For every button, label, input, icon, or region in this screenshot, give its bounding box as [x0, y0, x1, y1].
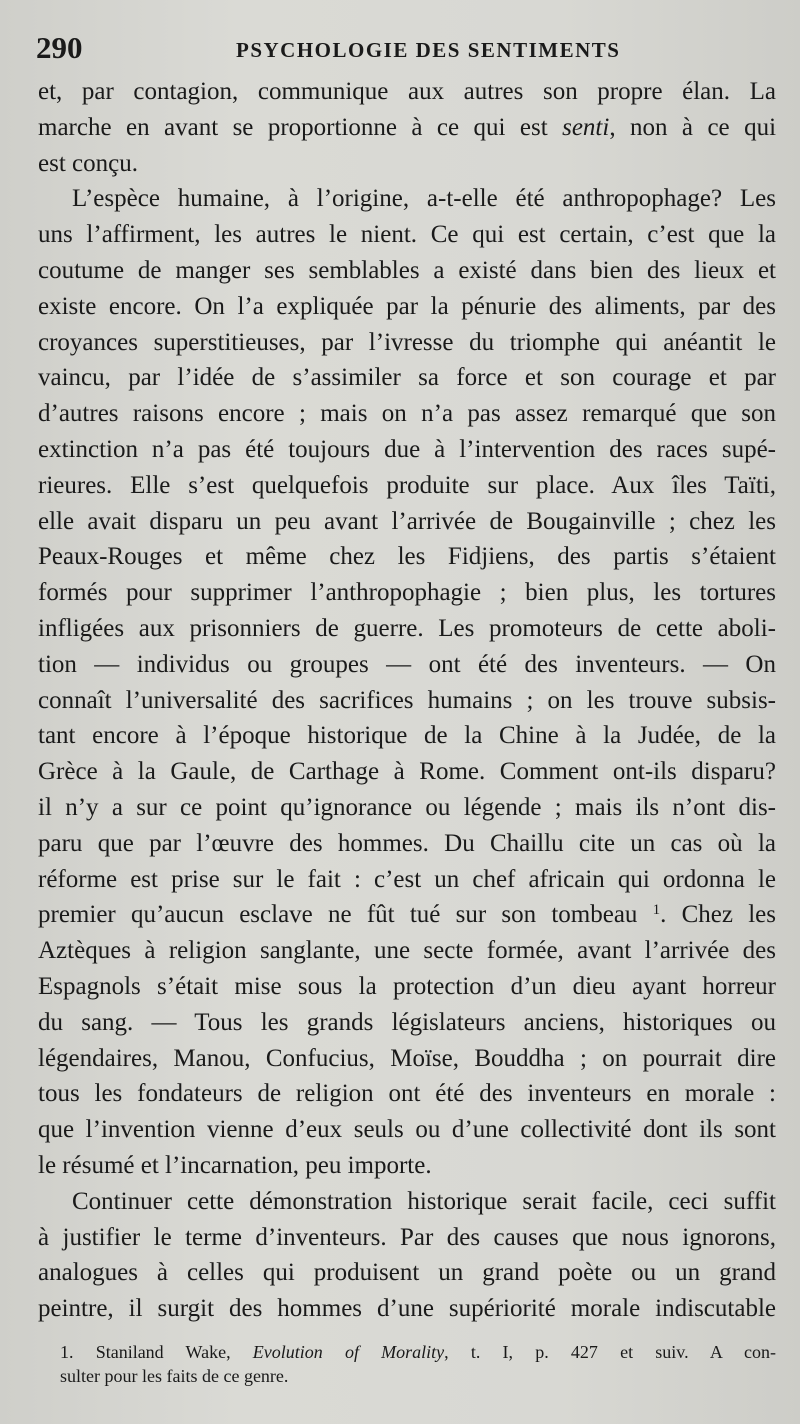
text-line: peintre, il surgit des hommes d’une supériorité morale indiscutable [38, 1295, 776, 1323]
text-line: le résumé et l’incarnation, peu importe. [38, 1151, 432, 1179]
text-line: légendaires, Manou, Confucius, Moïse, Bouddha ; on pourrait dire [38, 1044, 776, 1072]
emphasis: senti [562, 113, 610, 141]
text-line: existe encore. On l’a expliquée par la pénurie des aliments, par des [38, 292, 776, 320]
page-number: 290 [36, 30, 83, 65]
text-line: est conçu. [38, 149, 138, 177]
text-line: extinction n’a pas été toujours due à l’intervention des races supé- [38, 435, 776, 463]
text-line: infligées aux prisonniers de guerre. Les promoteurs de cette aboli- [38, 614, 776, 642]
text-line: que l’invention vienne d’eux seuls ou d’une collectivité dont ils sont [38, 1116, 776, 1144]
text-line: paru que par l’œuvre des hommes. Du Chaillu cite un cas où la [38, 829, 776, 857]
text-line: réforme est prise sur le fait : c’est un chef africain qui ordonna le [38, 865, 776, 893]
running-title: PSYCHOLOGIE DES SENTIMENTS [236, 38, 621, 62]
text-line: Grèce à la Gaule, de Carthage à Rome. Comment ont-ils disparu? [38, 758, 776, 786]
text-line: connaît l’universalité des sacrifices humains ; on les trouve subsis- [38, 686, 776, 714]
footnote-line: 1. Staniland Wake, Evolution of Morality, t. I, p. 427 et suiv. A con- [60, 1342, 777, 1362]
text-line: du sang. — Tous les grands législateurs anciens, historiques ou [38, 1008, 776, 1036]
text-line: uns l’affirment, les autres le nient. Ce qui est certain, c’est que la [38, 221, 776, 249]
text-line: Continuer cette démonstration historique serait facile, ceci suffit [72, 1187, 776, 1215]
text-line: d’autres raisons encore ; mais on n’a pas assez remarqué que son [38, 400, 776, 428]
footnote-ref: 1 [652, 902, 661, 919]
text-line: marche en avant se proportionne à ce qui est senti, non à ce qui [38, 113, 777, 141]
text-line: L’espèce humaine, à l’origine, a-t-elle été anthropophage? Les [72, 185, 776, 213]
text-line: tant encore à l’époque historique de la Chine à la Judée, de la [38, 722, 776, 750]
body-text [38, 74, 776, 1327]
text-line: elle avait disparu un peu avant l’arrivée de Bougainville ; chez les [38, 507, 776, 535]
footnote-line: sulter pour les faits de ce genre. [60, 1366, 289, 1386]
text-line: à justifier le terme d’inventeurs. Par des causes que nous ignorons, [38, 1223, 776, 1251]
footnotes [60, 1340, 776, 1388]
text-line: premier qu’aucun esclave ne fût tué sur son tombeau $^1$. Chez les [38, 901, 777, 929]
footnote-title: Evolution of Morality [252, 1342, 445, 1362]
page-header [36, 30, 776, 70]
text-line: coutume de manger ses semblables a existé dans bien des lieux et [38, 256, 776, 284]
text-line: Aztèques à religion sanglante, une secte formée, avant l’arrivée des [38, 937, 776, 965]
text-line: croyances superstitieuses, par l’ivresse du triomphe qui anéantit le [38, 328, 776, 356]
text-line: Peaux-Rouges et même chez les Fidjiens, des partis s’étaient [38, 543, 776, 571]
text-line: rieures. Elle s’est quelquefois produite sur place. Aux îles Taïti, [38, 471, 776, 499]
text-line: formés pour supprimer l’anthropophagie ; bien plus, les tortures [38, 579, 776, 607]
text-line: et, par contagion, communique aux autres son propre élan. La [38, 78, 776, 105]
text-line: tion — individus ou groupes — ont été des inventeurs. — On [38, 650, 776, 678]
text-line: tous les fondateurs de religion ont été des inventeurs en morale : [38, 1080, 776, 1108]
text-line: il n’y a sur ce point qu’ignorance ou légende ; mais ils n’ont dis- [38, 793, 776, 821]
text-line: vaincu, par l’idée de s’assimiler sa force et son courage et par [38, 364, 776, 392]
text-line: analogues à celles qui produisent un grand poète ou un grand [38, 1259, 776, 1287]
text-line: Espagnols s’était mise sous la protection d’un dieu ayant horreur [38, 972, 776, 1000]
